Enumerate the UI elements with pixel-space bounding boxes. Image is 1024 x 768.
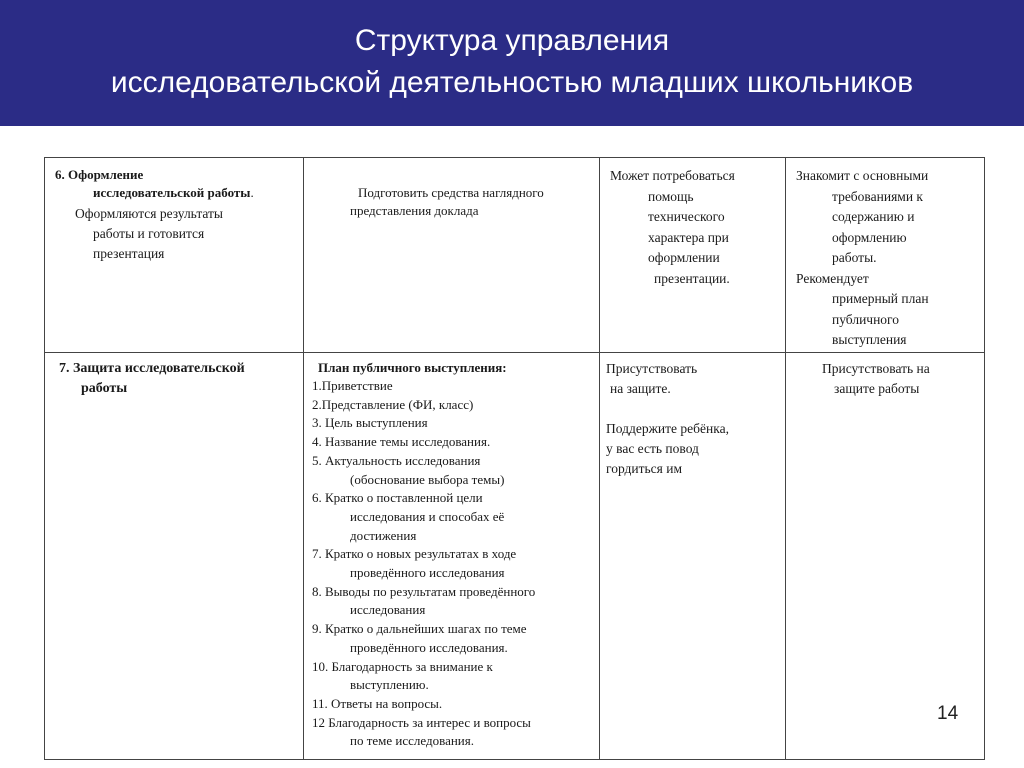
parent-role-line: характера при [648, 229, 729, 245]
plan-item: 8. Выводы по результатам проведённого [312, 583, 536, 599]
stage-title: 7. Защита исследовательской [59, 361, 245, 376]
plan-item-cont: выступлению. [350, 677, 429, 693]
student-action-line: Подготовить средства наглядного [358, 185, 544, 200]
stage-title-punct: . [250, 185, 254, 200]
parent-role-line: гордиться им [606, 461, 683, 476]
student-action-line: представления доклада [350, 203, 479, 218]
slide-title-line2: исследовательской деятельностью младших школьников [110, 66, 914, 99]
plan-item-cont: исследования и способах её [350, 508, 505, 524]
parent-role-line: помощь [648, 188, 694, 204]
teacher-role-line: защите работы [834, 381, 920, 396]
page-number: 14 [937, 703, 959, 724]
teacher-role-line: Знакомит с основными [796, 168, 929, 183]
teacher-role-line: содержанию и [832, 209, 915, 224]
stage-title-cont: исследовательской работы [93, 185, 251, 200]
stage-cell [45, 353, 304, 760]
plan-item: 2.Представление (ФИ, класс) [312, 396, 474, 412]
plan-item: 6. Кратко о поставленной цели [312, 490, 483, 506]
speech-plan-cell [304, 353, 600, 760]
teacher-role-line: Рекомендует [796, 270, 869, 286]
stage-desc-line: презентация [93, 246, 165, 261]
stage-cell [45, 158, 304, 353]
plan-item: 5. Актуальность исследования [312, 452, 481, 468]
speech-plan-list [312, 377, 535, 751]
research-structure-table [44, 157, 985, 760]
plan-item-cont: достижения [350, 527, 417, 543]
stage-title-cont: работы [81, 381, 128, 396]
parent-role-line: презентации. [654, 270, 730, 286]
teacher-role-line: публичного [832, 311, 900, 327]
parent-role-line: Поддержите ребёнка, [606, 421, 729, 436]
parent-role-line: у вас есть повод [606, 441, 699, 456]
plan-item-cont: проведённого исследования. [350, 639, 508, 655]
plan-item-cont: по теме исследования. [350, 733, 474, 749]
plan-item-cont: проведённого исследования [350, 565, 505, 581]
table-row [45, 353, 985, 760]
parent-role-line: технического [648, 209, 725, 224]
student-action-cell [304, 158, 600, 353]
teacher-role-line: работы. [832, 250, 877, 265]
table-row [45, 158, 985, 353]
plan-item-cont: исследования [350, 602, 426, 618]
plan-item: 11. Ответы на вопросы. [312, 695, 443, 711]
teacher-role-cell [786, 353, 985, 760]
parent-role-line: оформлении [648, 250, 720, 265]
teacher-role-line: оформлению [832, 229, 907, 245]
teacher-role-line: Присутствовать на [822, 361, 930, 376]
teacher-role-line: выступления [832, 332, 907, 347]
teacher-role-line: требованиями к [832, 188, 923, 204]
teacher-role-cell [786, 158, 985, 353]
parent-role-cell [600, 158, 786, 353]
parent-role-cell [600, 353, 786, 760]
plan-item-cont: (обоснование выбора темы) [350, 471, 505, 487]
parent-role-line: Присутствовать [606, 361, 698, 376]
parent-role-line: на защите. [610, 381, 671, 396]
stage-desc-line: Оформляются результаты [75, 206, 223, 221]
teacher-role-line: примерный план [832, 291, 929, 306]
plan-item: 9. Кратко о дальнейших шагах по теме [312, 621, 527, 637]
plan-item: 3. Цель выступления [312, 415, 428, 431]
slide-header [0, 0, 1024, 126]
plan-title: План публичного выступления: [318, 360, 507, 375]
plan-item: 10. Благодарность за внимание к [312, 658, 493, 674]
stage-title: 6. Оформление [55, 167, 144, 182]
plan-item: 1.Приветствие [312, 378, 393, 393]
plan-item: 4. Название темы исследования. [312, 434, 491, 450]
plan-item: 12 Благодарность за интерес и вопросы [312, 714, 531, 730]
stage-desc-line: работы и готовится [93, 226, 205, 241]
plan-item: 7. Кратко о новых результатах в ходе [312, 546, 517, 562]
parent-role-line: Может потребоваться [610, 168, 735, 183]
slide-title-line1: Структура управления [354, 24, 670, 57]
